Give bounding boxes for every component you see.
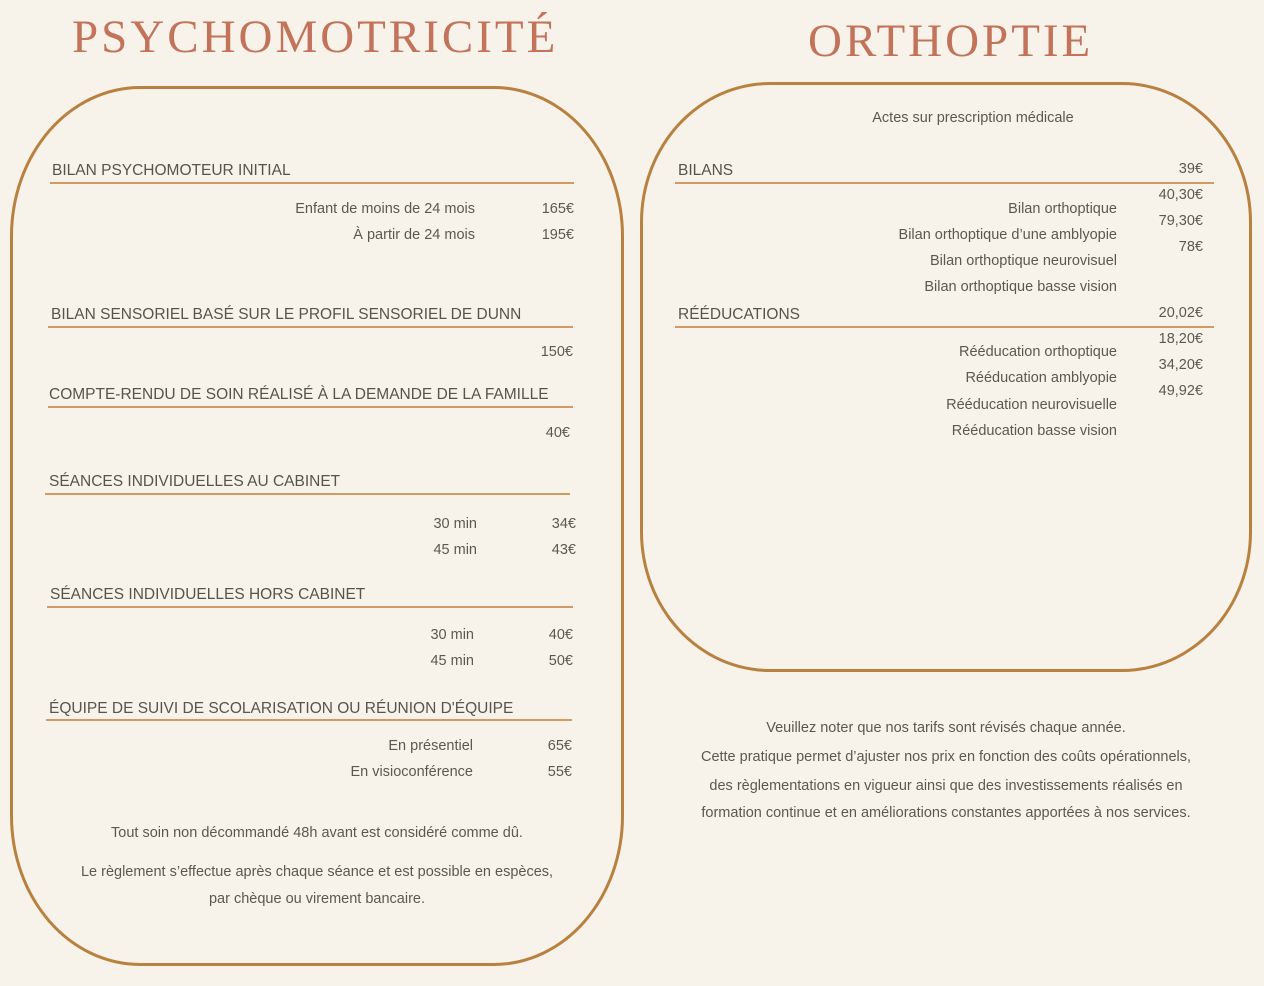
section-heading-seances-cabinet: SÉANCES INDIVIDUELLES AU CABINET	[49, 473, 341, 490]
item-label: Enfant de moins de 24 mois	[295, 201, 475, 217]
item-price: 40€	[545, 425, 570, 441]
section-heading-seances-hors-cabinet: SÉANCES INDIVIDUELLES HORS CABINET	[50, 586, 366, 603]
item-label: Rééducation basse vision	[951, 423, 1117, 439]
item-price: 43€	[551, 542, 576, 558]
section-rule	[45, 493, 570, 495]
item-price: 18,20€	[1158, 331, 1203, 347]
item-label: 30 min	[433, 516, 477, 532]
item-price: 195€	[541, 227, 574, 243]
item-price: 55€	[547, 764, 572, 780]
item-price: 65€	[547, 738, 572, 754]
section-rule	[50, 182, 574, 184]
cancellation-note: Tout soin non décommandé 48h avant est considéré comme dû.	[111, 825, 523, 841]
payment-note-cont: par chèque ou virement bancaire.	[208, 891, 426, 907]
footer-note-line: des règlementations en vigueur ainsi que des investissements réalisés en	[709, 778, 1183, 794]
section-heading-compte-rendu: COMPTE-RENDU DE SOIN RÉALISÉ À LA DEMANDE DE LA FAMILLE	[49, 386, 549, 403]
section-heading-equipe-suivi: ÉQUIPE DE SUIVI DE SCOLARISATION OU RÉUNION D'ÉQUIPE	[49, 700, 514, 717]
payment-note: Le règlement s’effectue après chaque séance et est possible en espèces,	[80, 864, 554, 880]
item-price: 50€	[548, 653, 573, 669]
item-label: 45 min	[430, 653, 474, 669]
item-price: 39€	[1178, 161, 1203, 177]
item-price: 150€	[540, 344, 573, 360]
item-label: Bilan orthoptique basse vision	[924, 279, 1117, 295]
item-price: 165€	[541, 201, 574, 217]
section-rule	[47, 606, 573, 608]
item-price: 78€	[1178, 239, 1203, 255]
item-label: 45 min	[433, 542, 477, 558]
section-rule	[46, 719, 572, 721]
item-label: Rééducation orthoptique	[958, 344, 1117, 360]
item-price: 34,20€	[1158, 357, 1203, 373]
item-price: 49,92€	[1158, 383, 1203, 399]
section-heading-bilan-sensoriel: BILAN SENSORIEL BASÉ SUR LE PROFIL SENSORIEL DE DUNN	[51, 306, 522, 323]
item-label: En visioconférence	[350, 764, 473, 780]
section-rule	[48, 326, 573, 328]
section-rule	[48, 406, 573, 408]
section-rule	[675, 182, 1214, 184]
item-price: 40,30€	[1158, 187, 1203, 203]
section-heading-reeducations: RÉÉDUCATIONS	[678, 306, 801, 323]
section-heading-bilans: BILANS	[678, 162, 734, 179]
item-price: 79,30€	[1158, 213, 1203, 229]
item-label: En présentiel	[388, 738, 473, 754]
item-price: 40€	[548, 627, 573, 643]
item-label: Bilan orthoptique	[1008, 201, 1117, 217]
item-label: 30 min	[430, 627, 474, 643]
orthoptie-title: ORTHOPTIE	[808, 15, 1094, 67]
footer-note-line: Cette pratique permet d’ajuster nos prix en fonction des coûts opérationnels,	[700, 749, 1192, 765]
orthoptie-subtitle: Actes sur prescription médicale	[872, 110, 1074, 126]
item-label: Bilan orthoptique neurovisuel	[929, 253, 1117, 269]
footer-note-line: formation continue et en améliorations constantes apportées à nos services.	[701, 805, 1191, 821]
item-price: 34€	[551, 516, 576, 532]
section-rule	[675, 326, 1214, 328]
item-label: Rééducation amblyopie	[965, 370, 1117, 386]
psychomotricite-title: PSYCHOMOTRICITÉ	[72, 11, 559, 63]
section-heading-bilan-psychomoteur: BILAN PSYCHOMOTEUR INITIAL	[52, 162, 291, 179]
item-label: Rééducation neurovisuelle	[946, 397, 1117, 413]
item-label: Bilan orthoptique d’une amblyopie	[898, 227, 1117, 243]
item-label: À partir de 24 mois	[353, 227, 475, 243]
footer-note-line: Veuillez noter que nos tarifs sont révisés chaque année.	[766, 720, 1126, 736]
item-price: 20,02€	[1158, 305, 1203, 321]
